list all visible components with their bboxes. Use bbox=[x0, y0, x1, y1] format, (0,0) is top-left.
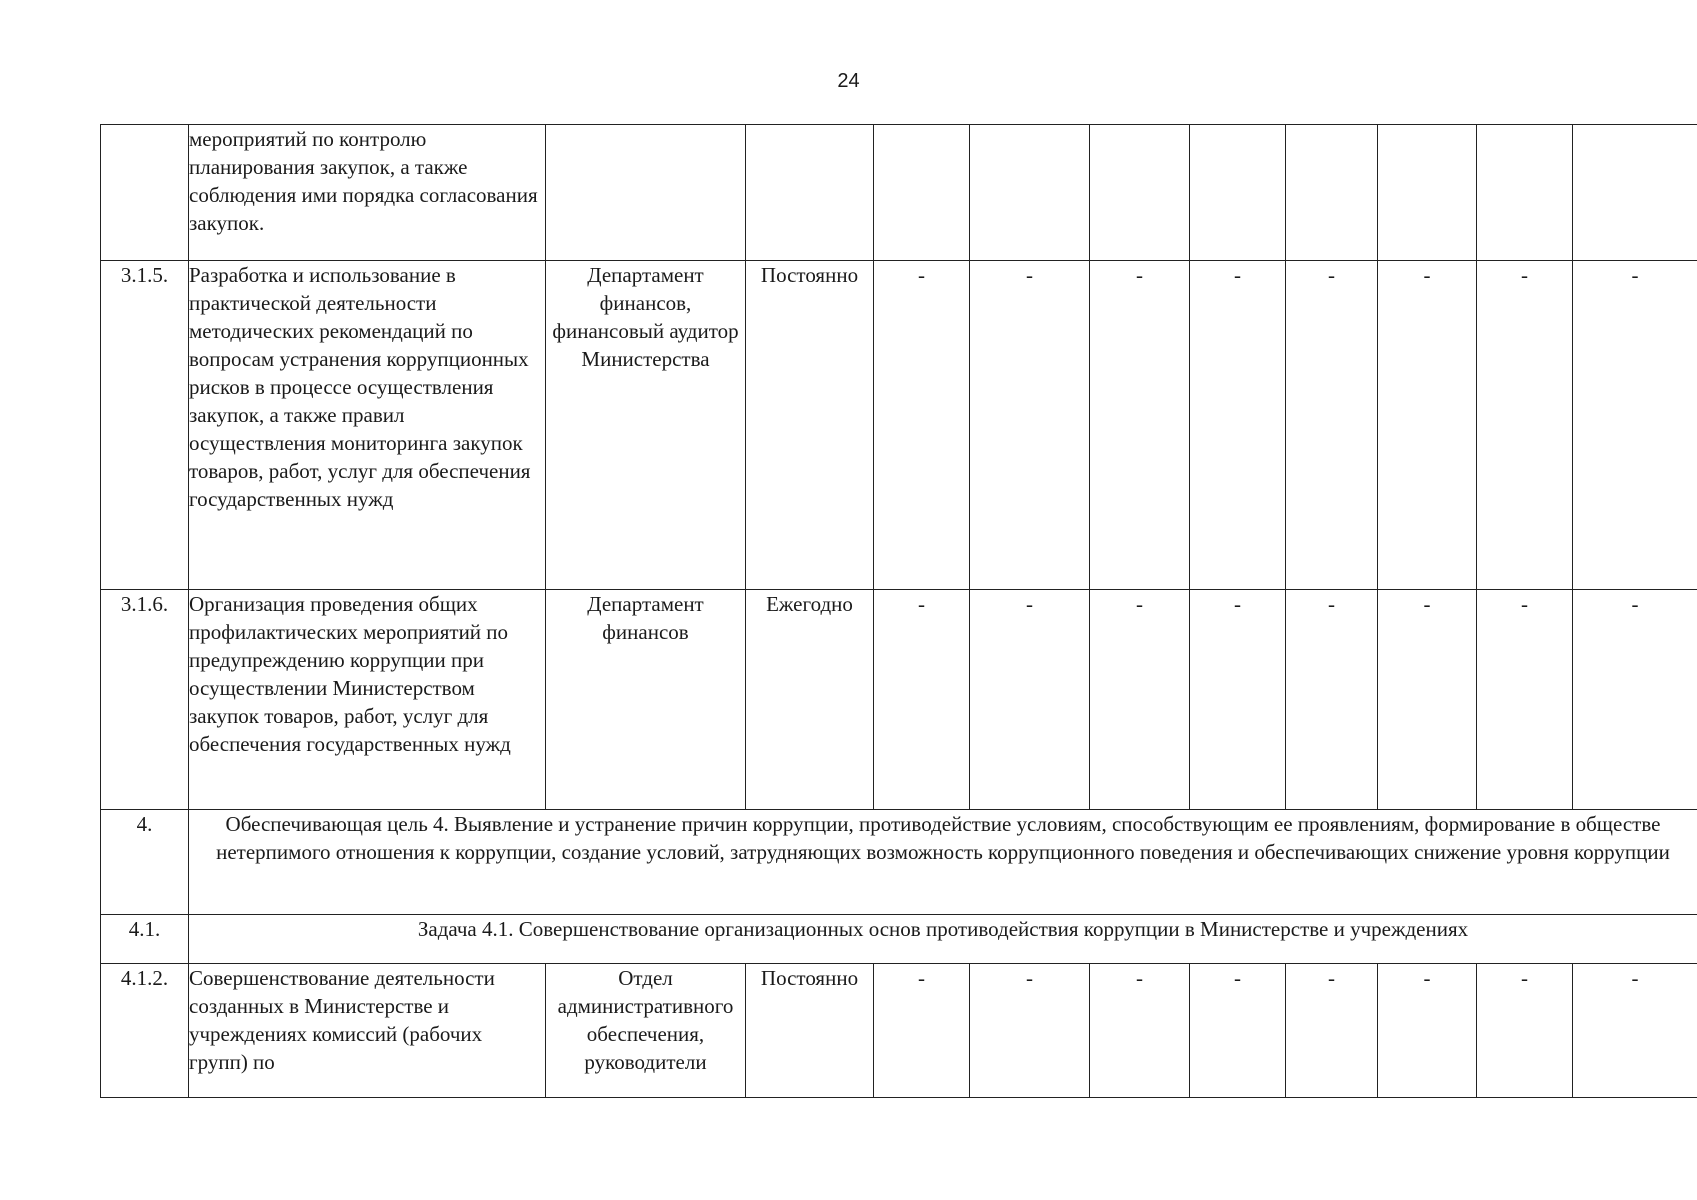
value-cell: - bbox=[1190, 964, 1286, 1098]
value-cell: - bbox=[1090, 261, 1190, 590]
item-number: 3.1.5. bbox=[101, 261, 189, 590]
responsible-cell: Департамент финансов bbox=[546, 590, 746, 810]
value-cell bbox=[1477, 125, 1573, 261]
task-title: Задача 4.1. Совершенствование организационных основ противодействия коррупции в Министерстве и учреждениях bbox=[189, 915, 1697, 964]
value-cell: - bbox=[874, 590, 970, 810]
value-cell: - bbox=[970, 261, 1090, 590]
value-cell: - bbox=[1477, 261, 1573, 590]
value-cell bbox=[1286, 125, 1378, 261]
table-row bbox=[101, 125, 1697, 261]
value-cell: - bbox=[1286, 261, 1378, 590]
table-row bbox=[101, 964, 1697, 1098]
table-row bbox=[101, 261, 1697, 590]
item-number: 4.1.2. bbox=[101, 964, 189, 1098]
action-plan-table bbox=[100, 124, 1697, 1098]
value-cell: - bbox=[1573, 590, 1697, 810]
value-cell: - bbox=[1190, 590, 1286, 810]
value-cell: - bbox=[970, 964, 1090, 1098]
value-cell bbox=[970, 125, 1090, 261]
measure-description: Организация проведения общих профилактических мероприятий по предупреждению коррупции при осуществлении Министерством закупок товаров, работ, услуг для обеспечения государственных нужд bbox=[189, 590, 546, 810]
responsible-cell bbox=[546, 125, 746, 261]
measure-description: Разработка и использование в практической деятельности методических рекомендаций по вопросам устранения коррупционных рисков в процессе осуществления закупок, а также правил осуществления мониторинга закупок товаров, работ, услуг для обеспечения государственных нужд bbox=[189, 261, 546, 590]
value-cell: - bbox=[1286, 964, 1378, 1098]
value-cell: - bbox=[1378, 261, 1477, 590]
goal-row bbox=[101, 810, 1697, 915]
responsible-cell: Отдел административного обеспечения, руководители bbox=[546, 964, 746, 1098]
term-cell: Постоянно bbox=[746, 261, 874, 590]
goal-number: 4. bbox=[101, 810, 189, 915]
task-row bbox=[101, 915, 1697, 964]
term-cell: Ежегодно bbox=[746, 590, 874, 810]
item-number bbox=[101, 125, 189, 261]
value-cell bbox=[1378, 125, 1477, 261]
value-cell: - bbox=[1477, 964, 1573, 1098]
value-cell: - bbox=[1190, 261, 1286, 590]
measure-description: Совершенствование деятельности созданных в Министерстве и учреждениях комиссий (рабочих групп) по bbox=[189, 964, 546, 1098]
value-cell: - bbox=[1286, 590, 1378, 810]
goal-title: Обеспечивающая цель 4. Выявление и устранение причин коррупции, противодействие условиям, способствующим ее проявлениям, формирование в обществе нетерпимого отношения к коррупции, создание условий, затрудняющих возможность коррупционного поведения и обеспечивающих снижение уровня коррупции bbox=[189, 810, 1697, 915]
value-cell: - bbox=[1090, 590, 1190, 810]
responsible-cell: Департамент финансов, финансовый аудитор Министерства bbox=[546, 261, 746, 590]
term-cell: Постоянно bbox=[746, 964, 874, 1098]
value-cell: - bbox=[874, 261, 970, 590]
value-cell: - bbox=[1477, 590, 1573, 810]
value-cell: - bbox=[970, 590, 1090, 810]
value-cell bbox=[1573, 125, 1697, 261]
measure-description: мероприятий по контролю планирования закупок, а также соблюдения ими порядка согласования закупок. bbox=[189, 125, 546, 261]
task-number: 4.1. bbox=[101, 915, 189, 964]
value-cell: - bbox=[1378, 964, 1477, 1098]
value-cell bbox=[1190, 125, 1286, 261]
table-row bbox=[101, 590, 1697, 810]
value-cell bbox=[874, 125, 970, 261]
value-cell: - bbox=[1573, 964, 1697, 1098]
term-cell bbox=[746, 125, 874, 261]
value-cell: - bbox=[874, 964, 970, 1098]
value-cell: - bbox=[1573, 261, 1697, 590]
value-cell: - bbox=[1378, 590, 1477, 810]
value-cell: - bbox=[1090, 964, 1190, 1098]
page-number: 24 bbox=[837, 70, 860, 92]
value-cell bbox=[1090, 125, 1190, 261]
item-number: 3.1.6. bbox=[101, 590, 189, 810]
